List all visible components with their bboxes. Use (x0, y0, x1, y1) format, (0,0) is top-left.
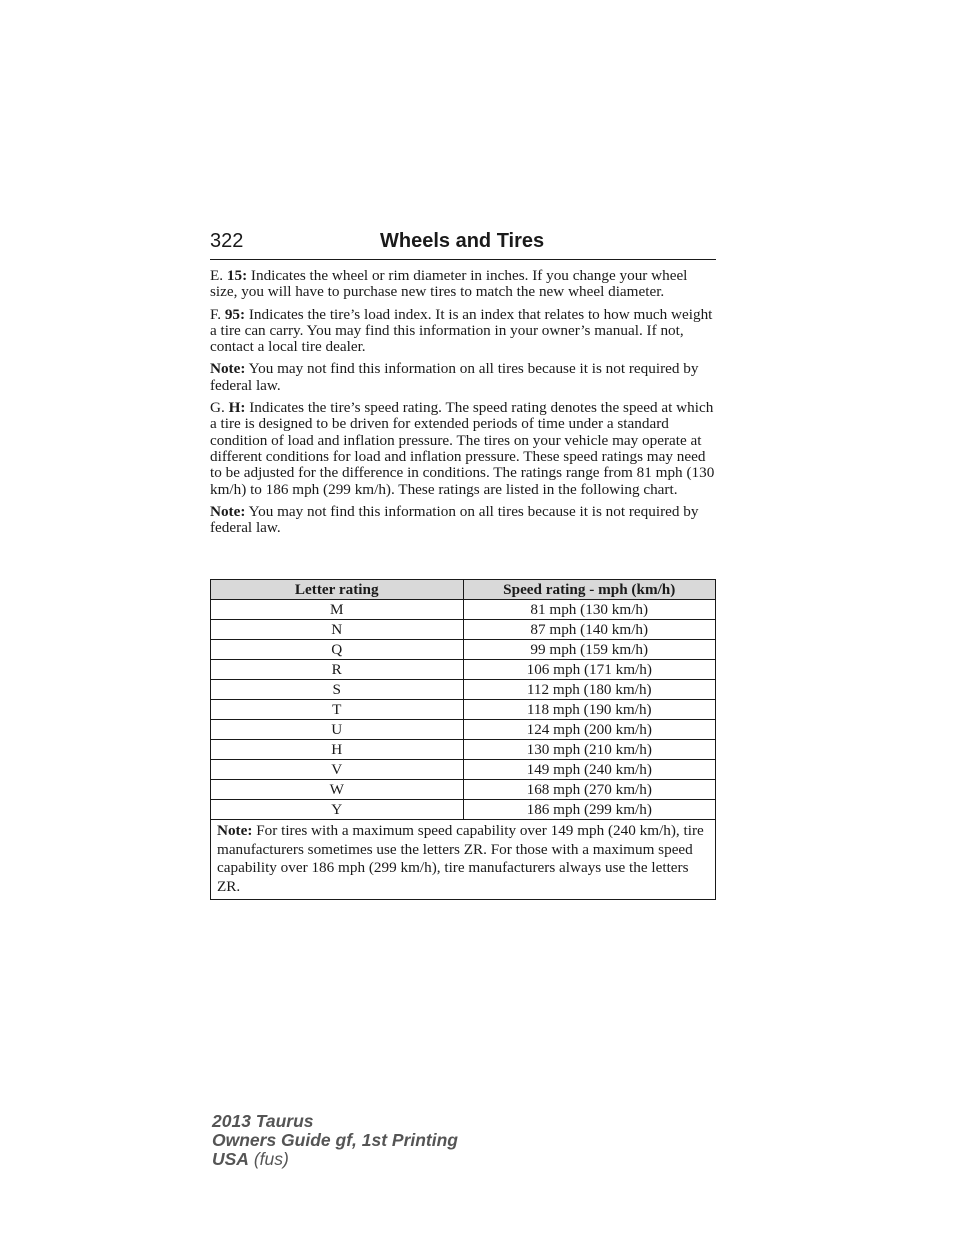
note-label: Note: (210, 502, 246, 520)
speed-cell: 106 mph (171 km/h) (463, 660, 716, 680)
note-paragraph: Note: You may not find this information on all tires because it is not required by federal law. (210, 502, 699, 537)
footer-model: 2013 Taurus (212, 1111, 314, 1131)
term-label: 95: (224, 305, 246, 323)
table-row (211, 680, 716, 700)
letter-cell: W (211, 780, 464, 800)
speed-cell: 112 mph (180 km/h) (463, 680, 716, 700)
speed-cell: 130 mph (210 km/h) (463, 740, 716, 760)
speed-cell: 168 mph (270 km/h) (463, 780, 716, 800)
table-row (211, 800, 716, 820)
paragraph-f: F. 95: Indicates the tire’s load index. It is an index that relates to how much weight a tire can carry. You may find this information in your owner’s manual. If not, contact a local tire dealer. (210, 305, 713, 356)
speed-cell: 99 mph (159 km/h) (463, 640, 716, 660)
page-number: 322 (210, 230, 244, 252)
speed-cell: 124 mph (200 km/h) (463, 720, 716, 740)
table-row (211, 700, 716, 720)
letter-cell: S (211, 680, 464, 700)
section-title: Wheels and Tires (380, 230, 545, 252)
table-row (211, 640, 716, 660)
speed-cell: 118 mph (190 km/h) (463, 700, 716, 720)
letter-cell: R (211, 660, 464, 680)
table-row (211, 620, 716, 640)
note-label: Note: (217, 822, 253, 839)
letter-cell: N (211, 620, 464, 640)
letter-cell: T (211, 700, 464, 720)
table-row (211, 760, 716, 780)
note-paragraph: Note: You may not find this information on all tires because it is not required by federal law. (210, 360, 699, 394)
letter-cell: M (211, 600, 464, 620)
letter-cell: Q (211, 640, 464, 660)
letter-cell: Y (211, 800, 464, 820)
table-row (211, 720, 716, 740)
table-row (211, 660, 716, 680)
footer-edition: Owners Guide gf, 1st Printing (212, 1130, 458, 1150)
speed-cell: 186 mph (299 km/h) (463, 800, 716, 820)
table-note-row (211, 820, 716, 900)
page-footer (212, 1112, 458, 1169)
speed-cell: 81 mph (130 km/h) (463, 600, 716, 620)
term-label: 15: (226, 267, 248, 284)
speed-cell: 87 mph (140 km/h) (463, 620, 716, 640)
table-note (211, 820, 716, 900)
table-row (211, 740, 716, 760)
body-text (210, 268, 716, 542)
column-header-speed: Speed rating - mph (km/h) (463, 580, 716, 600)
page-header (210, 229, 716, 260)
speed-cell: 149 mph (240 km/h) (463, 760, 716, 780)
paragraph-g: G. H: Indicates the tire’s speed rating. The speed rating denotes the speed at which a tire is designed to be driven for extended periods of time under a standard condition of load and inflation pressure. The tires on your vehicle may operate at different conditions for load and inflation pressure. These speed ratings may need to be adjusted for the difference in conditions. The ratings range from 81 mph (130 km/h) to 186 mph (299 km/h). These ratings are listed in the following chart. (210, 399, 715, 498)
table-row (211, 600, 716, 620)
table-row (211, 780, 716, 800)
speed-rating-table (210, 579, 716, 900)
note-text: For tires with a maximum speed capability over 149 mph (240 km/h), tire manufacturers sometimes use the letters ZR. For those with a maximum speed capability over 186 mph (299 km/h), tire manufacturers always use the letters ZR. (217, 822, 704, 896)
footer-region: USA (fus) (212, 1149, 289, 1169)
column-header-letter: Letter rating (211, 580, 464, 600)
table-header-row (211, 580, 716, 600)
letter-cell: U (211, 720, 464, 740)
letter-cell: V (211, 760, 464, 780)
paragraph-e: E. 15: Indicates the wheel or rim diameter in inches. If you change your wheel size, you will have to purchase new tires to match the new wheel diameter. (210, 267, 688, 301)
note-label: Note: (210, 360, 246, 378)
letter-cell: H (211, 740, 464, 760)
term-label: H: (228, 399, 246, 417)
